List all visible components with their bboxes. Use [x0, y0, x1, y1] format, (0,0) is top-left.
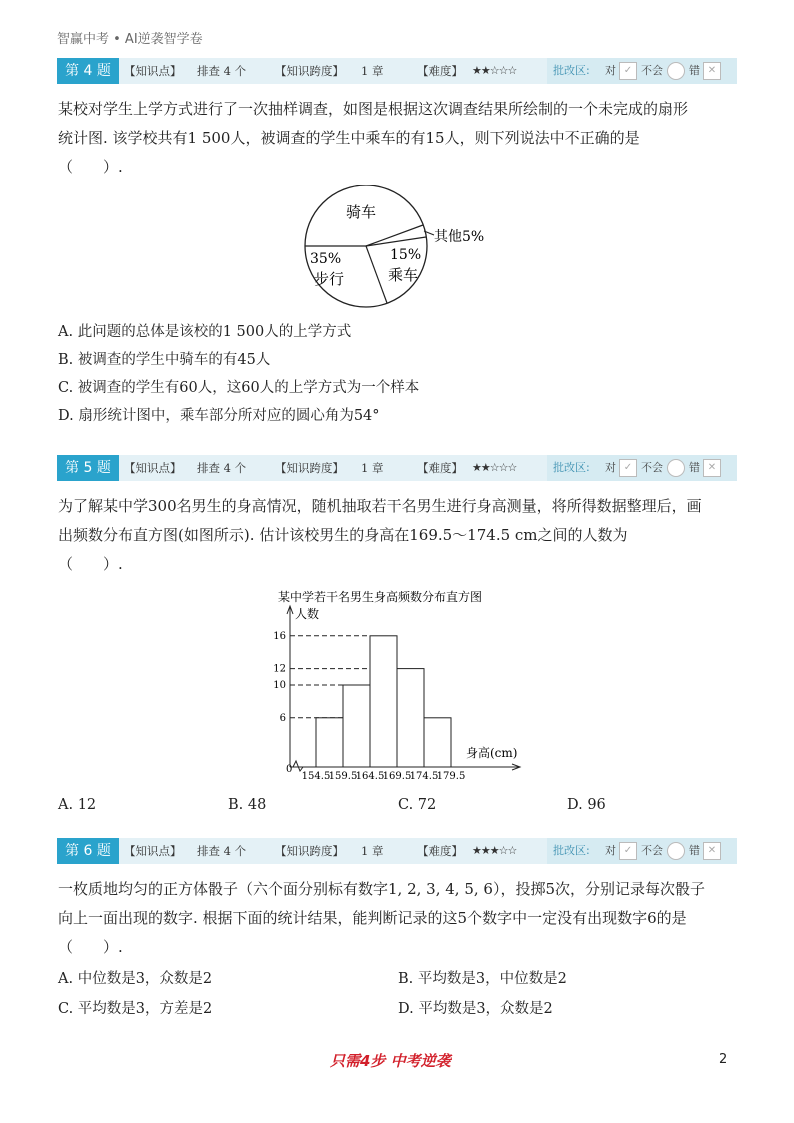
option-d[interactable]: D. 平均数是3，众数是2	[398, 1001, 553, 1017]
check-icon[interactable]: ✓	[619, 62, 637, 80]
knowledge-span-label: 【知识跨度】	[275, 64, 344, 78]
option-a[interactable]: A. 12	[58, 797, 97, 813]
stem-line: 为了解某中学300名男生的身高情况，随机抽取若干名男生进行身高测量，将所得数据整理后，画	[58, 497, 702, 515]
x-tick-label: 154.5	[301, 771, 331, 782]
y-tick-label: 10	[273, 680, 286, 691]
knowledge-point-label: 【知识点】	[124, 461, 182, 475]
review-area	[547, 58, 737, 84]
option-d[interactable]: D. 96	[567, 797, 606, 813]
pie-label-bike: 骑车	[346, 203, 377, 221]
review-label: 批改区:	[553, 461, 590, 474]
pie-label-walk: 步行	[314, 270, 345, 288]
running-header: 智赢中考 • AI逆袭智学卷	[57, 32, 203, 47]
review-area	[547, 455, 737, 481]
x-tick-label: 169.5	[382, 771, 412, 782]
y-tick-label: 12	[273, 663, 286, 675]
question-4-stem	[58, 95, 738, 182]
pie-label-bus-pct: 15%	[390, 247, 422, 263]
stem-line: （ ）.	[58, 938, 123, 956]
x-tick-label: 174.5	[409, 771, 439, 782]
difficulty-stars: ★★★☆☆	[472, 844, 517, 857]
cross-icon[interactable]: ✕	[703, 842, 721, 860]
x-tick-label: 159.5	[328, 771, 358, 782]
option-a[interactable]: A. 此问题的总体是该校的1 500人的上学方式	[58, 324, 352, 340]
question-5-options	[58, 795, 738, 817]
knowledge-span-value: 1 章	[361, 64, 384, 78]
stem-line: （ ）.	[58, 555, 123, 573]
origin-label: 0	[286, 764, 293, 775]
pie-label-bus: 乘车	[388, 266, 419, 284]
pie-chart	[300, 185, 500, 320]
question-4-info-bar	[57, 58, 737, 84]
option-c[interactable]: C. 平均数是3，方差是2	[58, 1001, 213, 1017]
knowledge-point-label: 【知识点】	[124, 844, 182, 858]
histogram-bar	[424, 718, 451, 767]
difficulty-label: 【难度】	[417, 461, 463, 475]
question-number: 第 5 题	[57, 455, 119, 481]
unsure-checkbox[interactable]	[667, 459, 685, 477]
knowledge-span-label: 【知识跨度】	[275, 844, 344, 858]
knowledge-point-value: 排查 4 个	[197, 461, 247, 475]
histogram-bar	[370, 636, 397, 767]
stem-line: 某校对学生上学方式进行了一次抽样调查，如图是根据这次调查结果所绘制的一个未完成的扇形	[58, 100, 689, 118]
question-6-options	[58, 969, 738, 1029]
check-icon[interactable]: ✓	[619, 842, 637, 860]
review-wrong-label: 错	[689, 64, 700, 77]
review-unsure-label: 不会	[641, 461, 663, 474]
cross-icon[interactable]: ✕	[703, 62, 721, 80]
review-right-label: 对	[605, 64, 616, 77]
x-tick-label: 179.5	[436, 771, 466, 782]
option-b[interactable]: B. 平均数是3，中位数是2	[398, 971, 567, 987]
review-wrong-label: 错	[689, 461, 700, 474]
option-b[interactable]: B. 48	[228, 797, 267, 813]
knowledge-point-value: 排查 4 个	[197, 844, 247, 858]
review-unsure-label: 不会	[641, 844, 663, 857]
unsure-checkbox[interactable]	[667, 842, 685, 860]
question-5-stem	[58, 492, 738, 579]
difficulty-label: 【难度】	[417, 64, 463, 78]
cross-icon[interactable]: ✕	[703, 459, 721, 477]
knowledge-span-value: 1 章	[361, 461, 384, 475]
option-d[interactable]: D. 扇形统计图中，乘车部分所对应的圆心角为54°	[58, 408, 380, 424]
histogram-bar	[343, 685, 370, 767]
difficulty-stars: ★★☆☆☆	[472, 461, 517, 474]
review-unsure-label: 不会	[641, 64, 663, 77]
y-tick-label: 16	[273, 630, 286, 642]
check-icon[interactable]: ✓	[619, 459, 637, 477]
review-label: 批改区:	[553, 844, 590, 857]
question-6-info-bar	[57, 838, 737, 864]
knowledge-point-label: 【知识点】	[124, 64, 182, 78]
knowledge-point-value: 排查 4 个	[197, 64, 247, 78]
question-number: 第 6 题	[57, 838, 119, 864]
review-right-label: 对	[605, 461, 616, 474]
page-number: 2	[719, 1052, 728, 1067]
axis-break	[293, 761, 303, 771]
question-6-stem	[58, 875, 738, 962]
question-4-options	[58, 322, 738, 434]
review-label: 批改区:	[553, 64, 590, 77]
histogram-bar	[316, 718, 343, 767]
histogram-bars	[316, 636, 451, 767]
histogram-bar	[397, 669, 424, 767]
option-a[interactable]: A. 中位数是3，众数是2	[58, 971, 213, 987]
histogram-chart	[268, 585, 536, 785]
y-axis-label: 人数	[295, 607, 320, 621]
stem-line: 向上一面出现的数字. 根据下面的统计结果，能判断记录的这5个数字中一定没有出现数字6的是	[58, 909, 687, 927]
histogram-title: 某中学若干名男生身高频数分布直方图	[278, 590, 483, 604]
x-axis-label: 身高(cm)	[466, 746, 518, 760]
stem-line: 统计图. 该学校共有1 500人，被调查的学生中乘车的有15人，则下列说法中不正确的是	[58, 129, 640, 147]
option-c[interactable]: C. 被调查的学生有60人，这60人的上学方式为一个样本	[58, 380, 420, 396]
pie-label-other: 其他5%	[434, 229, 485, 245]
pie-label-walk-pct: 35%	[310, 251, 342, 267]
option-b[interactable]: B. 被调查的学生中骑车的有45人	[58, 352, 271, 368]
knowledge-span-value: 1 章	[361, 844, 384, 858]
review-area	[547, 838, 737, 864]
knowledge-span-label: 【知识跨度】	[275, 461, 344, 475]
question-5-info-bar	[57, 455, 737, 481]
footer-logo: 只需4步 中考逆袭	[330, 1052, 451, 1070]
difficulty-stars: ★★☆☆☆	[472, 64, 517, 77]
question-number: 第 4 题	[57, 58, 119, 84]
option-c[interactable]: C. 72	[398, 797, 437, 813]
stem-line: 出频数分布直方图(如图所示). 估计该校男生的身高在169.5～174.5 cm之间的人数为	[58, 526, 628, 544]
difficulty-label: 【难度】	[417, 844, 463, 858]
unsure-checkbox[interactable]	[667, 62, 685, 80]
review-right-label: 对	[605, 844, 616, 857]
x-tick-label: 164.5	[355, 771, 385, 782]
stem-line: （ ）.	[58, 158, 123, 176]
y-tick-label: 6	[279, 712, 286, 724]
review-wrong-label: 错	[689, 844, 700, 857]
stem-line: 一枚质地均匀的正方体骰子（六个面分别标有数字1, 2, 3, 4, 5, 6），投掷5次，分别记录每次骰子	[58, 880, 705, 898]
